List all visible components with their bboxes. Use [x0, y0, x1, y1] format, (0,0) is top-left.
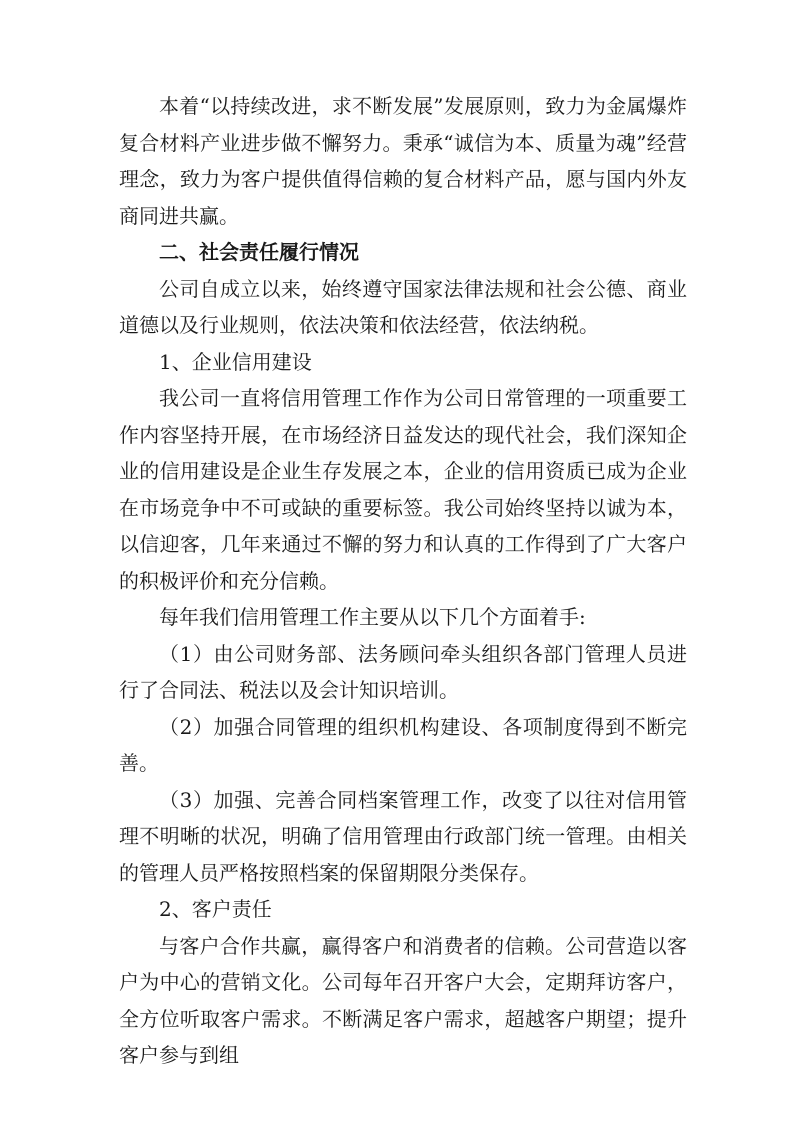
paragraph-customer-cooperation: 与客户合作共赢，赢得客户和消费者的信赖。公司营造以客户为中心的营销文化。公司每年召开客户大会，定期拜访客户，全方位听取客户需求。不断满足客户需求，超越客户期望；提升客户参与到组	[119, 933, 687, 1067]
paragraph-principles: 本着“以持续改进，求不断发展”发展原则，致力为金属爆炸复合材料产业进步做不懈努力。秉承“诚信为本、质量为魂”经营理念，致力为客户提供值得信赖的复合材料产品，愿与国内外友商同进共赢。	[119, 94, 687, 228]
list-item-3: （3）加强、完善合同档案管理工作，改变了以往对信用管理不明晰的状况，明确了信用管理由行政部门统一管理。由相关的管理人员严格按照档案的保留期限分类保存。	[119, 787, 687, 885]
list-item-2: （2）加强合同管理的组织机构建设、各项制度得到不断完善。	[119, 714, 687, 775]
document-body	[119, 88, 687, 1074]
paragraph-credit-aspects-intro: 每年我们信用管理工作主要从以下几个方面着手:	[159, 605, 586, 629]
paragraph-compliance: 公司自成立以来，始终遵守国家法律法规和社会公德、商业道德以及行业规则，依法决策和依法经营，依法纳税。	[119, 276, 687, 337]
section-heading-social-responsibility: 二、社会责任履行情况	[159, 240, 359, 264]
subheading-credit-building: 1、企业信用建设	[159, 349, 312, 374]
list-item-1: （1）由公司财务部、法务顾问牵头组织各部门管理人员进行了合同法、税法以及会计知识培训。	[119, 641, 687, 702]
subheading-customer-responsibility: 2、客户责任	[159, 897, 272, 921]
paragraph-credit-management: 我公司一直将信用管理工作作为公司日常管理的一项重要工作内容坚持开展，在市场经济日益发达的现代社会，我们深知企业的信用建设是企业生存发展之本，企业的信用资质已成为企业在市场竞争中不可或缺的重要标签。我公司始终坚持以诚为本，以信迎客，几年来通过不懈的努力和认真的工作得到了广大客户的积极评价和充分信赖。	[119, 386, 687, 593]
